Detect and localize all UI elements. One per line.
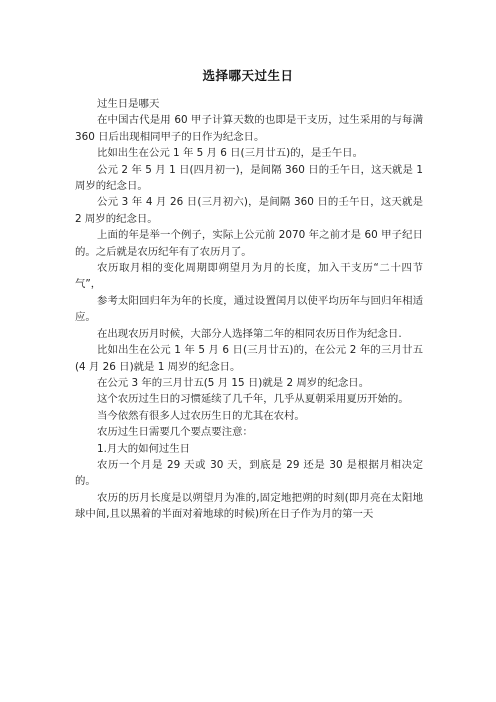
section-heading: 1.月大的如何过生日 [97, 442, 191, 455]
paragraph: 比如出生在公元 1 年 5 月 6 日(三月廿五)的，是壬午日。 [97, 147, 363, 160]
paragraph: 公元 2 年 5 月 1 日(四月初一)，是间隔 360 日的壬午日，这天就是 1 周岁的纪念日。 [75, 163, 427, 193]
paragraph: 这个农历过生日的习惯延续了几千年，几乎从夏朝采用夏历开始的。 [97, 393, 409, 406]
paragraph: 当今依然有很多人过农历生日的尤其在农村。 [97, 409, 305, 422]
paragraph: 在公元 3 年的三月廿五(5 月 15 日)就是 2 周岁的纪念日。 [97, 376, 370, 389]
paragraph: 农历的历月长度是以朔望月为准的,固定地把朔的时刻(即月亮在太阳地球中间,且以黑着的半面对着地球的时候)所在日子作为月的第一天 [75, 491, 423, 521]
paragraph: 上面的年是举一个例子，实际上公元前 2070 年之前才是 60 甲子纪日的。之后就是农历纪年有了农历月了。 [75, 229, 423, 258]
paragraph: 农历一个月是 29 天或 30 天，到底是 29 还是 30 是根据月相决定的。 [75, 458, 423, 488]
document-body [75, 96, 427, 523]
paragraph: 农历过生日需要几个要点要注意： [97, 426, 253, 439]
paragraph: 公元 3 年 4 月 26 日(三月初六)，是间隔 360 日的壬午日，这天就是 2 周岁的纪念日。 [75, 196, 427, 225]
paragraph: 在中国古代是用 60 甲子计算天数的也即是干支历，过生采用的与每满 360 日后出现相同甲子的日作为纪念日。 [75, 114, 427, 143]
paragraph: 过生日是哪天 [97, 98, 160, 110]
paragraph: 农历取月相的变化周期即朔望月为月的长度，加入干支历“二十四节气”， [75, 262, 423, 291]
paragraph: 参考太阳回归年为年的长度，通过设置闰月以使平均历年与回归年相适应。 [75, 294, 423, 324]
paragraph: 在出现农历月时候，大部分人选择第二年的相同农历日作为纪念日. [97, 327, 402, 340]
paragraph: 比如出生在公元 1 年 5 月 6 日(三月廿五)的，在公元 2 年的三月廿五(4 月 26 日)就是 1 周岁的纪念日。 [75, 344, 423, 373]
page-title: 选择哪天过生日 [202, 68, 294, 83]
